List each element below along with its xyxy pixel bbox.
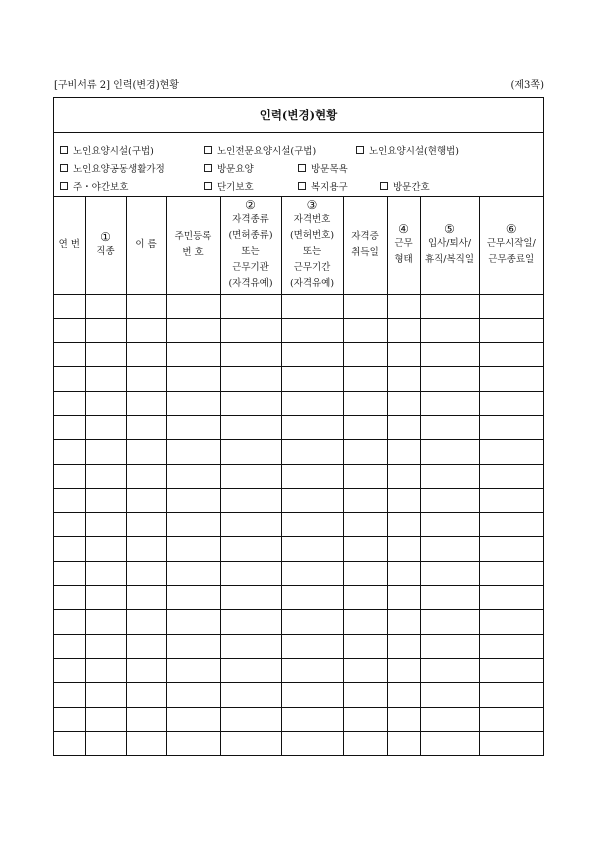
table-cell[interactable] xyxy=(479,294,543,318)
col-job: ① 직종 xyxy=(85,197,126,294)
table-row xyxy=(54,586,543,610)
table-cell[interactable] xyxy=(166,513,220,537)
table-cell[interactable] xyxy=(126,294,166,318)
checkbox-square-icon[interactable] xyxy=(60,146,68,154)
table-cell[interactable] xyxy=(387,488,420,512)
table-cell[interactable] xyxy=(54,513,85,537)
table-cell[interactable] xyxy=(126,610,166,634)
table-cell[interactable] xyxy=(420,683,479,707)
page-header xyxy=(54,76,544,91)
table-cell[interactable] xyxy=(343,610,387,634)
table-cell[interactable] xyxy=(220,561,281,585)
table-row xyxy=(54,707,543,731)
table-cell[interactable] xyxy=(479,464,543,488)
staff-status-form xyxy=(53,97,544,756)
table-cell[interactable] xyxy=(220,731,281,755)
table-cell[interactable] xyxy=(343,415,387,439)
table-cell[interactable] xyxy=(420,634,479,658)
table-cell[interactable] xyxy=(479,586,543,610)
table-cell[interactable] xyxy=(479,707,543,731)
table-row xyxy=(54,294,543,318)
form-title: 인력(변경)현황 xyxy=(54,98,543,133)
table-row xyxy=(54,658,543,682)
col-join-leave-date: ⑤ 입사/퇴사/ 휴직/복직일 xyxy=(420,197,479,294)
table-cell[interactable] xyxy=(220,294,281,318)
table-cell[interactable] xyxy=(54,488,85,512)
table-cell[interactable] xyxy=(85,658,126,682)
table-cell[interactable] xyxy=(85,294,126,318)
table-cell[interactable] xyxy=(387,391,420,415)
table-cell[interactable] xyxy=(281,343,343,367)
table-cell[interactable] xyxy=(281,731,343,755)
table-cell[interactable] xyxy=(85,488,126,512)
table-cell[interactable] xyxy=(54,294,85,318)
table-cell[interactable] xyxy=(220,537,281,561)
table-cell[interactable] xyxy=(126,464,166,488)
table-cell[interactable] xyxy=(420,658,479,682)
table-cell[interactable] xyxy=(343,343,387,367)
attachment-label: [구비서류 2] 인력(변경)현황 xyxy=(54,80,179,91)
table-cell[interactable] xyxy=(387,367,420,391)
table-cell[interactable] xyxy=(166,707,220,731)
table-cell[interactable] xyxy=(387,731,420,755)
checkbox-square-icon[interactable] xyxy=(298,164,306,172)
table-cell[interactable] xyxy=(85,683,126,707)
table-cell[interactable] xyxy=(281,683,343,707)
checkbox-square-icon[interactable] xyxy=(356,146,364,154)
table-cell[interactable] xyxy=(420,488,479,512)
table-cell[interactable] xyxy=(343,391,387,415)
staff-table-body xyxy=(54,294,543,756)
table-cell[interactable] xyxy=(343,537,387,561)
checkbox-facility-6[interactable]: 주・야간보호 xyxy=(60,179,128,193)
checkbox-square-icon[interactable] xyxy=(60,182,68,190)
table-cell[interactable] xyxy=(343,658,387,682)
table-cell[interactable] xyxy=(387,707,420,731)
table-cell[interactable] xyxy=(220,318,281,342)
checkbox-facility-7[interactable]: 단기보호 xyxy=(204,179,254,193)
table-cell[interactable] xyxy=(54,367,85,391)
table-cell[interactable] xyxy=(54,318,85,342)
table-cell[interactable] xyxy=(54,586,85,610)
table-cell[interactable] xyxy=(420,731,479,755)
table-cell[interactable] xyxy=(85,586,126,610)
table-cell[interactable] xyxy=(126,343,166,367)
table-cell[interactable] xyxy=(343,586,387,610)
table-row xyxy=(54,391,543,415)
table-cell[interactable] xyxy=(220,343,281,367)
table-cell[interactable] xyxy=(220,707,281,731)
table-cell[interactable] xyxy=(281,464,343,488)
table-cell[interactable] xyxy=(85,731,126,755)
table-cell[interactable] xyxy=(420,464,479,488)
table-cell[interactable] xyxy=(220,683,281,707)
table-cell[interactable] xyxy=(420,707,479,731)
col-license-number: ③ 자격번호 (면허번호) 또는 근무기간 (자격유예) xyxy=(281,197,343,294)
table-cell[interactable] xyxy=(387,634,420,658)
table-cell[interactable] xyxy=(126,586,166,610)
table-cell[interactable] xyxy=(479,634,543,658)
page-number: (제3쪽) xyxy=(510,80,544,91)
col-work-period: ⑥ 근무시작일/ 근무종료일 xyxy=(479,197,543,294)
table-cell[interactable] xyxy=(126,731,166,755)
table-cell[interactable] xyxy=(126,658,166,682)
table-cell[interactable] xyxy=(166,318,220,342)
table-cell[interactable] xyxy=(166,731,220,755)
table-cell[interactable] xyxy=(85,634,126,658)
table-cell[interactable] xyxy=(479,561,543,585)
table-cell[interactable] xyxy=(126,707,166,731)
table-cell[interactable] xyxy=(343,683,387,707)
table-cell[interactable] xyxy=(343,294,387,318)
table-cell[interactable] xyxy=(281,586,343,610)
table-cell[interactable] xyxy=(220,658,281,682)
table-cell[interactable] xyxy=(387,586,420,610)
table-cell[interactable] xyxy=(126,683,166,707)
table-cell[interactable] xyxy=(54,683,85,707)
table-row xyxy=(54,513,543,537)
col-acquired-date: 자격증 취득일 xyxy=(343,197,387,294)
table-cell[interactable] xyxy=(387,440,420,464)
checkbox-facility-4[interactable]: 방문요양 xyxy=(204,161,254,175)
table-cell[interactable] xyxy=(85,343,126,367)
table-cell[interactable] xyxy=(220,634,281,658)
table-cell[interactable] xyxy=(166,367,220,391)
table-cell[interactable] xyxy=(420,367,479,391)
table-cell[interactable] xyxy=(420,391,479,415)
checkbox-facility-8[interactable]: 복지용구 xyxy=(298,179,348,193)
table-cell[interactable] xyxy=(85,367,126,391)
table-cell[interactable] xyxy=(420,318,479,342)
table-cell[interactable] xyxy=(281,294,343,318)
table-cell[interactable] xyxy=(220,367,281,391)
table-cell[interactable] xyxy=(420,586,479,610)
table-cell[interactable] xyxy=(343,731,387,755)
table-cell[interactable] xyxy=(54,464,85,488)
table-cell[interactable] xyxy=(281,561,343,585)
table-cell[interactable] xyxy=(281,440,343,464)
table-cell[interactable] xyxy=(54,537,85,561)
table-cell[interactable] xyxy=(85,440,126,464)
table-cell[interactable] xyxy=(281,658,343,682)
table-cell[interactable] xyxy=(166,610,220,634)
table-cell[interactable] xyxy=(54,610,85,634)
table-cell[interactable] xyxy=(387,343,420,367)
checkbox-square-icon[interactable] xyxy=(204,182,212,190)
table-cell[interactable] xyxy=(281,318,343,342)
table-cell[interactable] xyxy=(220,440,281,464)
table-cell[interactable] xyxy=(281,707,343,731)
table-cell[interactable] xyxy=(343,634,387,658)
table-cell[interactable] xyxy=(343,707,387,731)
table-cell[interactable] xyxy=(126,440,166,464)
checkbox-facility-3[interactable]: 노인요양공동생활가정 xyxy=(60,161,165,175)
table-cell[interactable] xyxy=(387,561,420,585)
col-qualification: ② 자격종류 (면허종류) 또는 근무기관 (자격유예) xyxy=(220,197,281,294)
table-cell[interactable] xyxy=(387,683,420,707)
table-cell[interactable] xyxy=(420,294,479,318)
table-cell[interactable] xyxy=(281,367,343,391)
table-cell[interactable] xyxy=(166,391,220,415)
table-cell[interactable] xyxy=(220,586,281,610)
table-row xyxy=(54,683,543,707)
table-cell[interactable] xyxy=(343,367,387,391)
table-cell[interactable] xyxy=(479,488,543,512)
table-cell[interactable] xyxy=(220,464,281,488)
table-cell[interactable] xyxy=(387,464,420,488)
table-cell[interactable] xyxy=(343,440,387,464)
table-cell[interactable] xyxy=(479,415,543,439)
table-cell[interactable] xyxy=(220,391,281,415)
table-row xyxy=(54,634,543,658)
table-cell[interactable] xyxy=(85,513,126,537)
table-cell[interactable] xyxy=(281,391,343,415)
table-cell[interactable] xyxy=(343,318,387,342)
checkbox-square-icon[interactable] xyxy=(60,164,68,172)
table-cell[interactable] xyxy=(479,367,543,391)
table-cell[interactable] xyxy=(54,634,85,658)
checkbox-square-icon[interactable] xyxy=(380,182,388,190)
table-cell[interactable] xyxy=(166,683,220,707)
table-cell[interactable] xyxy=(479,683,543,707)
table-cell[interactable] xyxy=(166,294,220,318)
table-cell[interactable] xyxy=(85,318,126,342)
table-row xyxy=(54,440,543,464)
table-cell[interactable] xyxy=(54,343,85,367)
table-cell[interactable] xyxy=(126,367,166,391)
table-cell[interactable] xyxy=(420,513,479,537)
table-cell[interactable] xyxy=(420,610,479,634)
table-cell[interactable] xyxy=(126,537,166,561)
checkbox-facility-9[interactable]: 방문간호 xyxy=(380,179,430,193)
checkbox-facility-2[interactable]: 노인요양시설(현행법) xyxy=(356,143,459,157)
table-cell[interactable] xyxy=(85,415,126,439)
table-cell[interactable] xyxy=(387,294,420,318)
table-row xyxy=(54,318,543,342)
table-cell[interactable] xyxy=(220,610,281,634)
table-cell[interactable] xyxy=(479,391,543,415)
table-cell[interactable] xyxy=(387,610,420,634)
table-cell[interactable] xyxy=(126,318,166,342)
table-cell[interactable] xyxy=(420,561,479,585)
table-row xyxy=(54,488,543,512)
table-row xyxy=(54,537,543,561)
checkbox-facility-0[interactable]: 노인요양시설(구법) xyxy=(60,143,154,157)
table-cell[interactable] xyxy=(126,634,166,658)
table-cell[interactable] xyxy=(85,610,126,634)
table-cell[interactable] xyxy=(54,707,85,731)
table-cell[interactable] xyxy=(479,537,543,561)
table-cell[interactable] xyxy=(479,513,543,537)
table-row xyxy=(54,561,543,585)
table-cell[interactable] xyxy=(85,464,126,488)
table-cell[interactable] xyxy=(387,513,420,537)
table-cell[interactable] xyxy=(479,658,543,682)
facility-type-checkboxes xyxy=(54,133,543,197)
table-cell[interactable] xyxy=(479,731,543,755)
table-cell[interactable] xyxy=(166,658,220,682)
table-cell[interactable] xyxy=(343,561,387,585)
table-cell[interactable] xyxy=(166,634,220,658)
table-cell[interactable] xyxy=(166,415,220,439)
checkbox-facility-5[interactable]: 방문목욕 xyxy=(298,161,348,175)
col-name: 이 름 xyxy=(126,197,166,294)
table-cell[interactable] xyxy=(54,440,85,464)
col-rrn: 주민등록 번 호 xyxy=(166,197,220,294)
table-cell[interactable] xyxy=(166,464,220,488)
table-cell[interactable] xyxy=(281,415,343,439)
table-cell[interactable] xyxy=(387,318,420,342)
checkbox-square-icon[interactable] xyxy=(204,164,212,172)
checkbox-square-icon[interactable] xyxy=(298,182,306,190)
table-cell[interactable] xyxy=(126,561,166,585)
table-cell[interactable] xyxy=(281,513,343,537)
table-cell[interactable] xyxy=(387,415,420,439)
table-cell[interactable] xyxy=(220,513,281,537)
table-cell[interactable] xyxy=(85,707,126,731)
table-cell[interactable] xyxy=(54,731,85,755)
table-cell[interactable] xyxy=(220,415,281,439)
table-cell[interactable] xyxy=(166,561,220,585)
table-row xyxy=(54,415,543,439)
table-cell[interactable] xyxy=(54,658,85,682)
table-cell[interactable] xyxy=(281,610,343,634)
table-cell[interactable] xyxy=(166,488,220,512)
table-cell[interactable] xyxy=(479,343,543,367)
table-cell[interactable] xyxy=(343,464,387,488)
table-cell[interactable] xyxy=(479,440,543,464)
table-cell[interactable] xyxy=(85,561,126,585)
table-cell[interactable] xyxy=(126,513,166,537)
table-cell[interactable] xyxy=(85,537,126,561)
table-row xyxy=(54,610,543,634)
col-seq: 연 번 xyxy=(54,197,85,294)
table-row xyxy=(54,343,543,367)
table-cell[interactable] xyxy=(166,586,220,610)
table-row xyxy=(54,464,543,488)
table-row xyxy=(54,731,543,755)
col-work-type: ④ 근무 형태 xyxy=(387,197,420,294)
table-cell[interactable] xyxy=(166,440,220,464)
table-cell[interactable] xyxy=(220,488,281,512)
table-cell[interactable] xyxy=(281,634,343,658)
table-cell[interactable] xyxy=(343,488,387,512)
table-cell[interactable] xyxy=(54,391,85,415)
table-cell[interactable] xyxy=(420,415,479,439)
table-cell[interactable] xyxy=(281,488,343,512)
table-cell[interactable] xyxy=(126,415,166,439)
table-cell[interactable] xyxy=(166,343,220,367)
table-cell[interactable] xyxy=(126,488,166,512)
table-cell[interactable] xyxy=(387,537,420,561)
table-cell[interactable] xyxy=(420,343,479,367)
checkbox-facility-1[interactable]: 노인전문요양시설(구법) xyxy=(204,143,316,157)
table-cell[interactable] xyxy=(54,561,85,585)
staff-table xyxy=(54,197,543,756)
table-cell[interactable] xyxy=(126,391,166,415)
table-header-row xyxy=(54,197,543,294)
table-cell[interactable] xyxy=(420,440,479,464)
table-cell[interactable] xyxy=(479,318,543,342)
table-cell[interactable] xyxy=(343,513,387,537)
table-cell[interactable] xyxy=(281,537,343,561)
table-cell[interactable] xyxy=(166,537,220,561)
table-cell[interactable] xyxy=(54,415,85,439)
table-cell[interactable] xyxy=(420,537,479,561)
checkbox-square-icon[interactable] xyxy=(204,146,212,154)
table-cell[interactable] xyxy=(387,658,420,682)
table-cell[interactable] xyxy=(85,391,126,415)
table-row xyxy=(54,367,543,391)
table-cell[interactable] xyxy=(479,610,543,634)
